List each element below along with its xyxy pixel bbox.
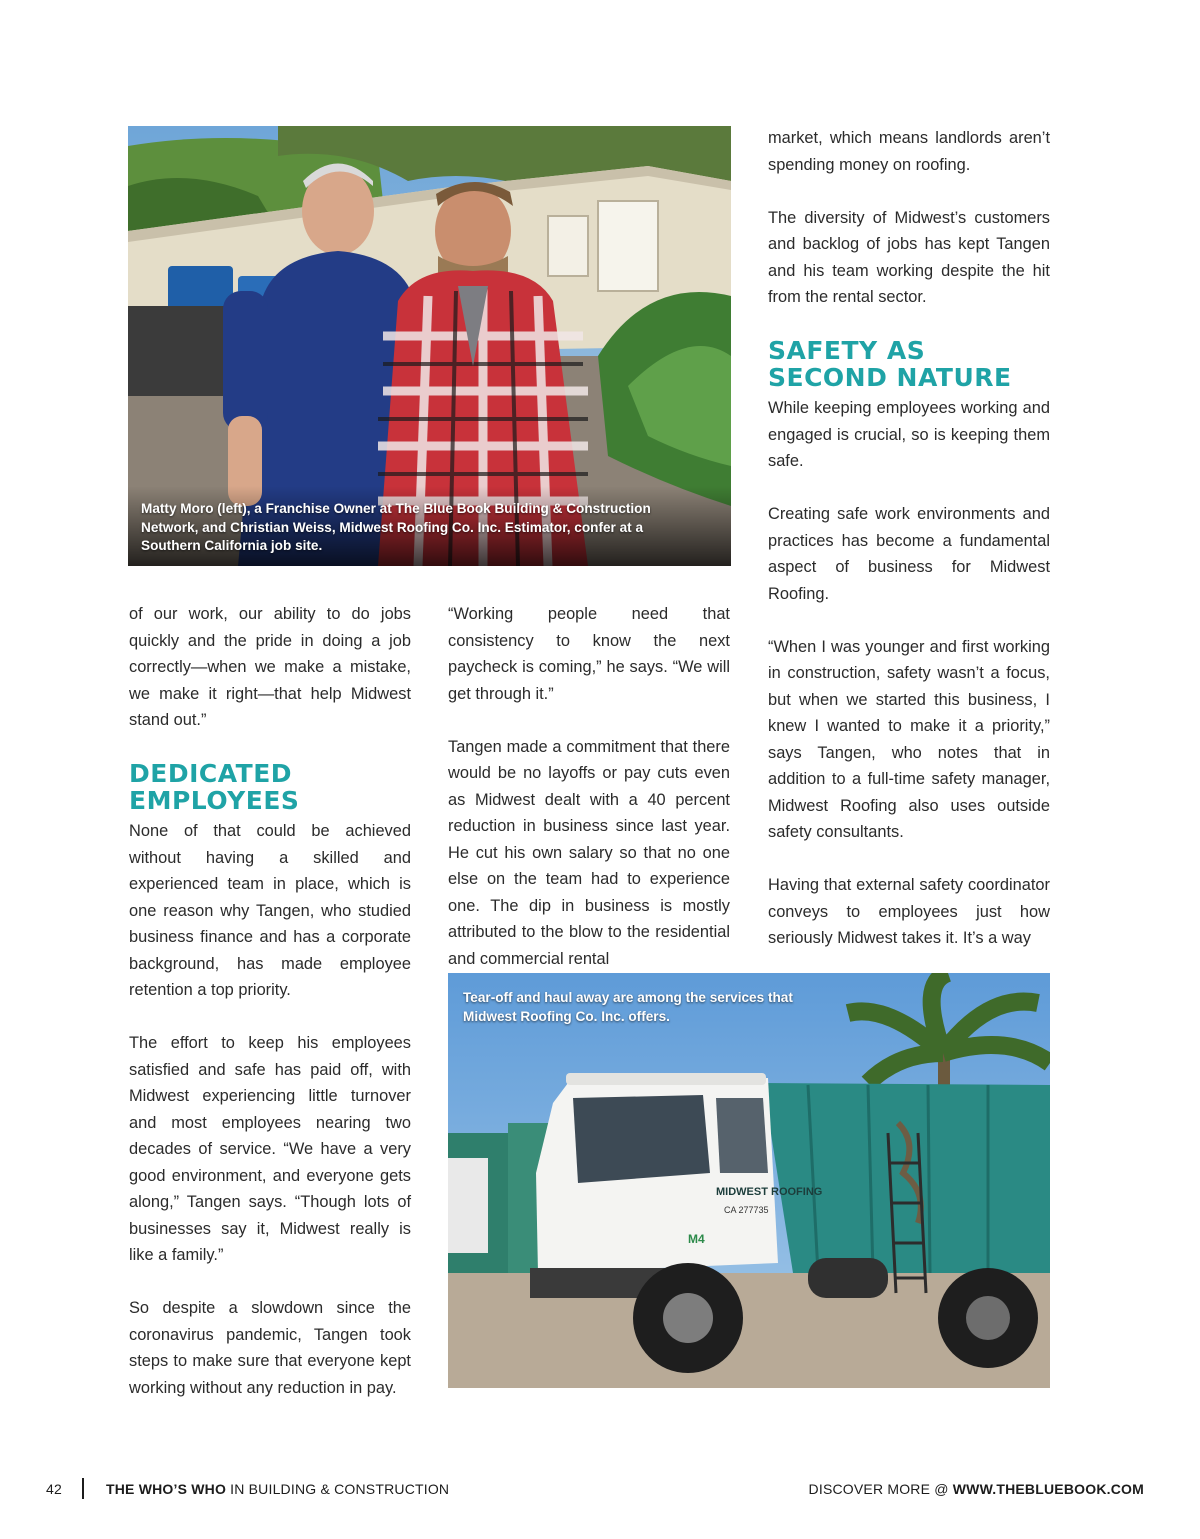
- photo-caption: Tear-off and haul away are among the services that Midwest Roofing Co. Inc. offers.: [463, 990, 793, 1024]
- photo-owner-and-estimator: [128, 126, 731, 566]
- column-3: [768, 125, 1050, 952]
- paragraph: So despite a slowdown since the coronavirus pandemic, Tangen took steps to make sure that everyone kept working without any reduction in pay.: [129, 1299, 411, 1397]
- paragraph: “Working people need that consistency to know the next paycheck is coming,” he says. “We will get through it.”: [448, 605, 730, 703]
- paragraph: While keeping employees working and engaged is crucial, so is keeping them safe.: [768, 399, 1050, 470]
- paragraph: “When I was younger and first working in construction, safety wasn’t a focus, but when we started this business, I knew I wanted to make it a priority,” says Tangen, who notes that in addition to a full-time safety manager, Midwest Roofing also uses outside safety consultants.: [768, 637, 1050, 841]
- paragraph: None of that could be achieved without having a skilled and experienced team in place, which is one reason why Tangen, who studied business finance and has a corporate background, has made employee retention a top priority.: [129, 822, 411, 999]
- publication-title: [106, 1478, 449, 1500]
- paragraph: Creating safe work environments and practices has become a fundamental aspect of business for Midwest Roofing.: [768, 505, 1050, 603]
- paragraph: Having that external safety coordinator conveys to employees just how seriously Midwest takes it. It’s a way: [768, 876, 1050, 947]
- heading-line: SAFETY AS: [768, 336, 926, 365]
- column-1: [129, 601, 411, 1401]
- truck-unit-text: M4: [688, 1232, 705, 1246]
- paragraph: market, which means landlords aren’t spending money on roofing.: [768, 129, 1050, 174]
- section-heading-safety-as-second-nature: [768, 337, 1050, 391]
- page-number: 42: [46, 1481, 62, 1497]
- paragraph: The effort to keep his employees satisfied and safe has paid off, with Midwest experiencing little turnover and most employees nearing two decades of service. “We have a very good environment, and everyone gets along,” Tangen says. “Though lots of businesses say it, Midwest really is like a family.”: [129, 1034, 411, 1264]
- photo-dump-truck-image: [448, 973, 1050, 1388]
- heading-line: SECOND NATURE: [768, 363, 1012, 392]
- photo-caption: Matty Moro (left), a Franchise Owner at The Blue Book Building & Construction Network, and Christian Weiss, Midwest Roofing Co. Inc. Estimator, confer at a Southern California job site.: [141, 501, 651, 553]
- publication-title-rest: IN BUILDING & CONSTRUCTION: [226, 1481, 450, 1497]
- truck-license-text: CA 277735: [724, 1205, 769, 1215]
- website-link[interactable]: WWW.THEBLUEBOOK.COM: [952, 1481, 1144, 1497]
- paragraph: of our work, our ability to do jobs quickly and the pride in doing a job correctly—when we make a mistake, we make it right—that help Midwest stand out.”: [129, 605, 411, 729]
- photo-dump-truck: [448, 973, 1050, 1388]
- discover-more: [809, 1478, 1144, 1500]
- paragraph: The diversity of Midwest’s customers and backlog of jobs has kept Tangen and his team working despite the hit from the rental sector.: [768, 208, 1050, 306]
- truck-logo-text: MIDWEST ROOFING: [716, 1186, 823, 1198]
- heading-line: EMPLOYEES: [129, 786, 300, 815]
- publication-title-bold: THE WHO’S WHO: [106, 1481, 227, 1497]
- column-2: [448, 601, 730, 972]
- paragraph: Tangen made a commitment that there would be no layoffs or pay cuts even as Midwest dealt with a 40 percent reduction in business since last year. He cut his own salary so that no one else on the team had to experience one. The dip in business is mostly attributed to the blow to the residential and commercial rental: [448, 737, 730, 968]
- heading-line: DEDICATED: [129, 759, 293, 788]
- footer-divider: [82, 1478, 84, 1499]
- section-heading-dedicated-employees: [129, 760, 411, 814]
- discover-more-label: DISCOVER MORE @: [808, 1481, 953, 1497]
